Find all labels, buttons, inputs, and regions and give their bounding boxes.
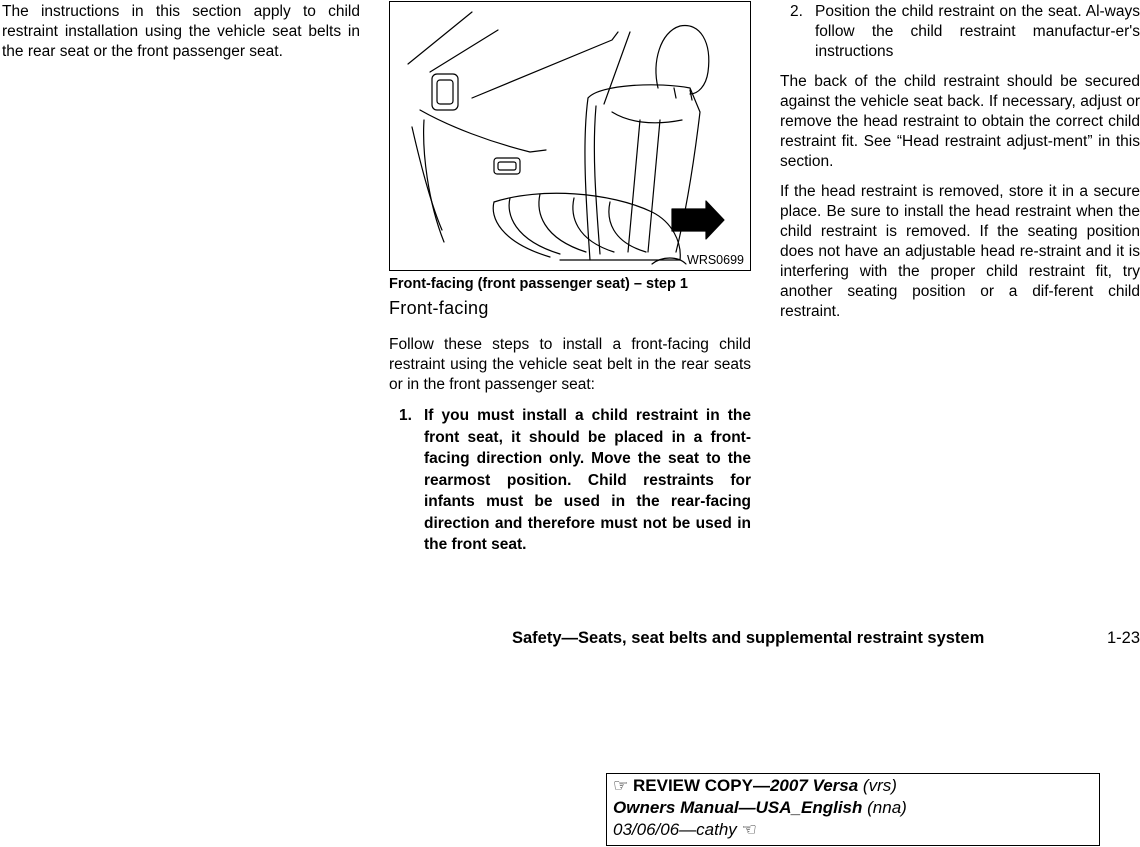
step-2-number: 2.	[790, 3, 803, 20]
footer-section-title: Safety—Seats, seat belts and supplemental restraint system	[512, 629, 985, 647]
step-2-text: Position the child restraint on the seat. Al-ways follow the child restraint manufactur-er's instructions	[815, 3, 1140, 60]
pointing-hand-right-icon: ☞	[613, 776, 629, 795]
pointing-hand-left-icon: ☜	[741, 820, 757, 839]
seat-illustration	[389, 1, 751, 271]
step-1	[389, 405, 751, 556]
page-footer	[512, 627, 1140, 649]
step-2	[780, 2, 1140, 62]
review-line-3	[613, 819, 1093, 841]
page-number: 1-23	[1106, 629, 1140, 647]
model-code: (vrs)	[862, 776, 897, 795]
figure-code: WRS0699	[687, 253, 744, 267]
intro-paragraph: The instructions in this section apply to child restraint installation using the vehicle seat belts in the rear seat or the front passenger seat.	[2, 3, 360, 60]
head-restraint-paragraph: The back of the child restraint should be secured against the vehicle seat back. If necessary, adjust or remove the head restraint to obtain the correct child restraint fit. See “Head restraint adjust-ment” in this section.	[780, 73, 1140, 170]
front-facing-intro: Follow these steps to install a front-facing child restraint using the vehicle seat belt in the rear seats or in the front passenger seat:	[389, 336, 751, 393]
review-line-1	[613, 775, 1093, 797]
manual-code: (nna)	[867, 798, 907, 817]
left-column	[2, 2, 360, 72]
manual-name: Owners Manual—USA_English	[613, 798, 863, 817]
step-1-number: 1.	[399, 407, 412, 424]
review-date: 03/06/06—cathy	[613, 820, 737, 839]
review-line-2	[613, 797, 1093, 819]
middle-column	[389, 274, 751, 556]
removed-restraint-paragraph: If the head restraint is removed, store it in a secure place. Be sure to install the head restraint when the child restraint is removed. If the seating position does not have an adjustable head re-straint and it is interfering with the proper child restraint fit, try another seating position or a dif-ferent child restraint.	[780, 183, 1140, 320]
step-1-text: If you must install a child restraint in the front seat, it should be placed in a front-facing direction only. Move the seat to the rearmost position. Child restraints for infants must be used in the rear-facing direction and therefore must not be used in the front seat.	[424, 407, 751, 553]
review-copy-label: REVIEW COPY—	[632, 776, 770, 795]
right-column	[780, 2, 1140, 332]
figure-caption: Front-facing (front passenger seat) – step 1	[389, 276, 688, 292]
section-heading: Front-facing	[389, 298, 489, 318]
seat-drawing	[390, 2, 750, 270]
review-copy-stamp	[606, 773, 1100, 846]
model-name: 2007 Versa	[769, 776, 859, 795]
